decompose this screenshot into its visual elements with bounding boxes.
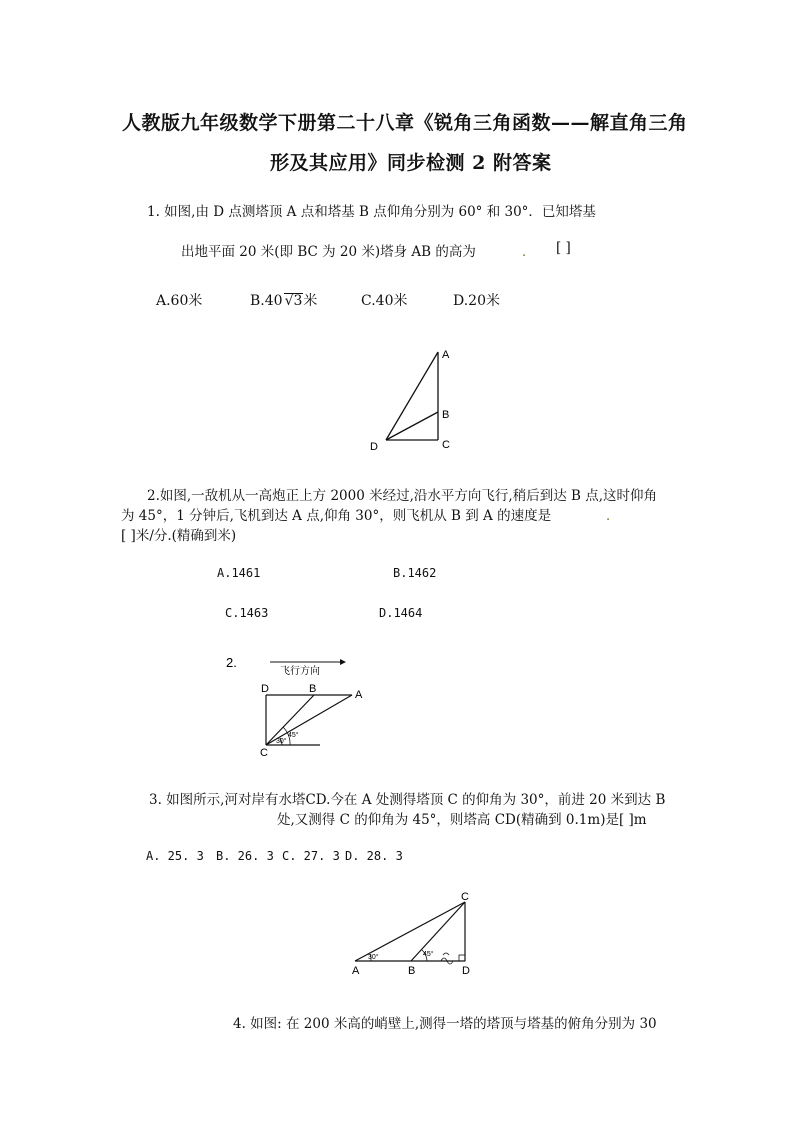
- q3-option-c: C. 27. 3: [282, 849, 340, 863]
- figure-number: 2.: [226, 655, 237, 670]
- q2-text-line1: 2.如图,一敌机从一高炮正上方 2000 米经过,沿水平方向飞行,稍后到达 B 点,这时仰角: [147, 488, 657, 504]
- sqrt-symbol: √3: [284, 293, 303, 309]
- arrowhead-icon: [340, 659, 346, 665]
- label-c: C: [260, 747, 268, 759]
- label-a: A: [442, 349, 450, 361]
- label-b: B: [442, 409, 450, 421]
- angle-30-label: 30°: [276, 738, 287, 745]
- river-wave-top-icon: [443, 953, 449, 955]
- q3-figure: [345, 888, 485, 980]
- q2-option-a: A.1461: [217, 566, 261, 580]
- angle-45-label: 45°: [288, 732, 299, 739]
- label-b: B: [309, 683, 317, 695]
- label-b: B: [408, 965, 416, 977]
- q3-text-line2: 处,又测得 C 的仰角为 45°，则塔高 CD(精确到 0.1m)是[ ]m: [277, 812, 647, 828]
- sightline-to-a: [386, 352, 438, 440]
- q2-text-line3: [ ]米/分.(精确到米): [121, 528, 237, 544]
- page-title-line2: 形及其应用》同步检测 2 附答案: [270, 152, 552, 174]
- q1-text-line2: 出地平面 20 米(即 BC 为 20 米)塔身 AB 的高为: [181, 244, 476, 260]
- label-d: D: [462, 965, 470, 977]
- q2-option-d: D.1464: [379, 606, 423, 620]
- q1-answer-blank: ．: [522, 244, 536, 260]
- label-c: C: [442, 439, 450, 451]
- q2-answer-blank: ．: [606, 508, 620, 524]
- sightline-from-a: [355, 902, 465, 961]
- q3-text-line1: 3. 如图所示,河对岸有水塔CD.今在 A 处测得塔顶 C 的仰角为 30°，前进 20 米到达 B: [149, 792, 666, 808]
- q2-option-c: C.1463: [225, 606, 269, 620]
- angle-45-label: 45°: [423, 951, 434, 958]
- right-angle-icon: [459, 955, 465, 961]
- page-title-line1: 人教版九年级数学下册第二十八章《锐角三角函数——解直角三角: [122, 112, 688, 134]
- q2-option-b: B.1462: [393, 566, 437, 580]
- label-a: A: [352, 965, 360, 977]
- label-a: A: [355, 689, 363, 701]
- q1-text-line1: 1. 如图,由 D 点测塔顶 A 点和塔基 B 点仰角分别为 60° 和 30°．已知塔基: [147, 204, 596, 220]
- q1-figure: [360, 340, 470, 455]
- direction-label: 飞行方向: [280, 666, 320, 677]
- q1-option-c: C.40米: [361, 293, 408, 309]
- q3-option-b: B. 26. 3: [216, 849, 274, 863]
- label-c: C: [461, 891, 469, 903]
- q2-figure: [222, 650, 372, 760]
- q1-option-b: B.40 √3米: [250, 293, 318, 309]
- q1-answer-bracket: [ ]: [556, 240, 571, 256]
- q2-text-line2: 为 45°，1 分钟后,飞机到达 A 点,仰角 30°，则飞机从 B 到 A 的速度是: [121, 508, 552, 524]
- angle-30-label: 30°: [368, 954, 379, 961]
- q4-text-line1: 4. 如图: 在 200 米高的峭壁上,测得一塔的塔顶与塔基的俯角分别为 30: [233, 1016, 657, 1032]
- q3-option-a: A. 25. 3: [146, 849, 204, 863]
- label-d: D: [370, 441, 378, 453]
- sightline-from-b: [411, 902, 465, 961]
- label-d: D: [261, 683, 269, 695]
- q3-option-d: D. 28. 3: [345, 849, 403, 863]
- q1-option-d: D.20米: [453, 293, 500, 309]
- q1-option-a: A.60米: [156, 293, 203, 309]
